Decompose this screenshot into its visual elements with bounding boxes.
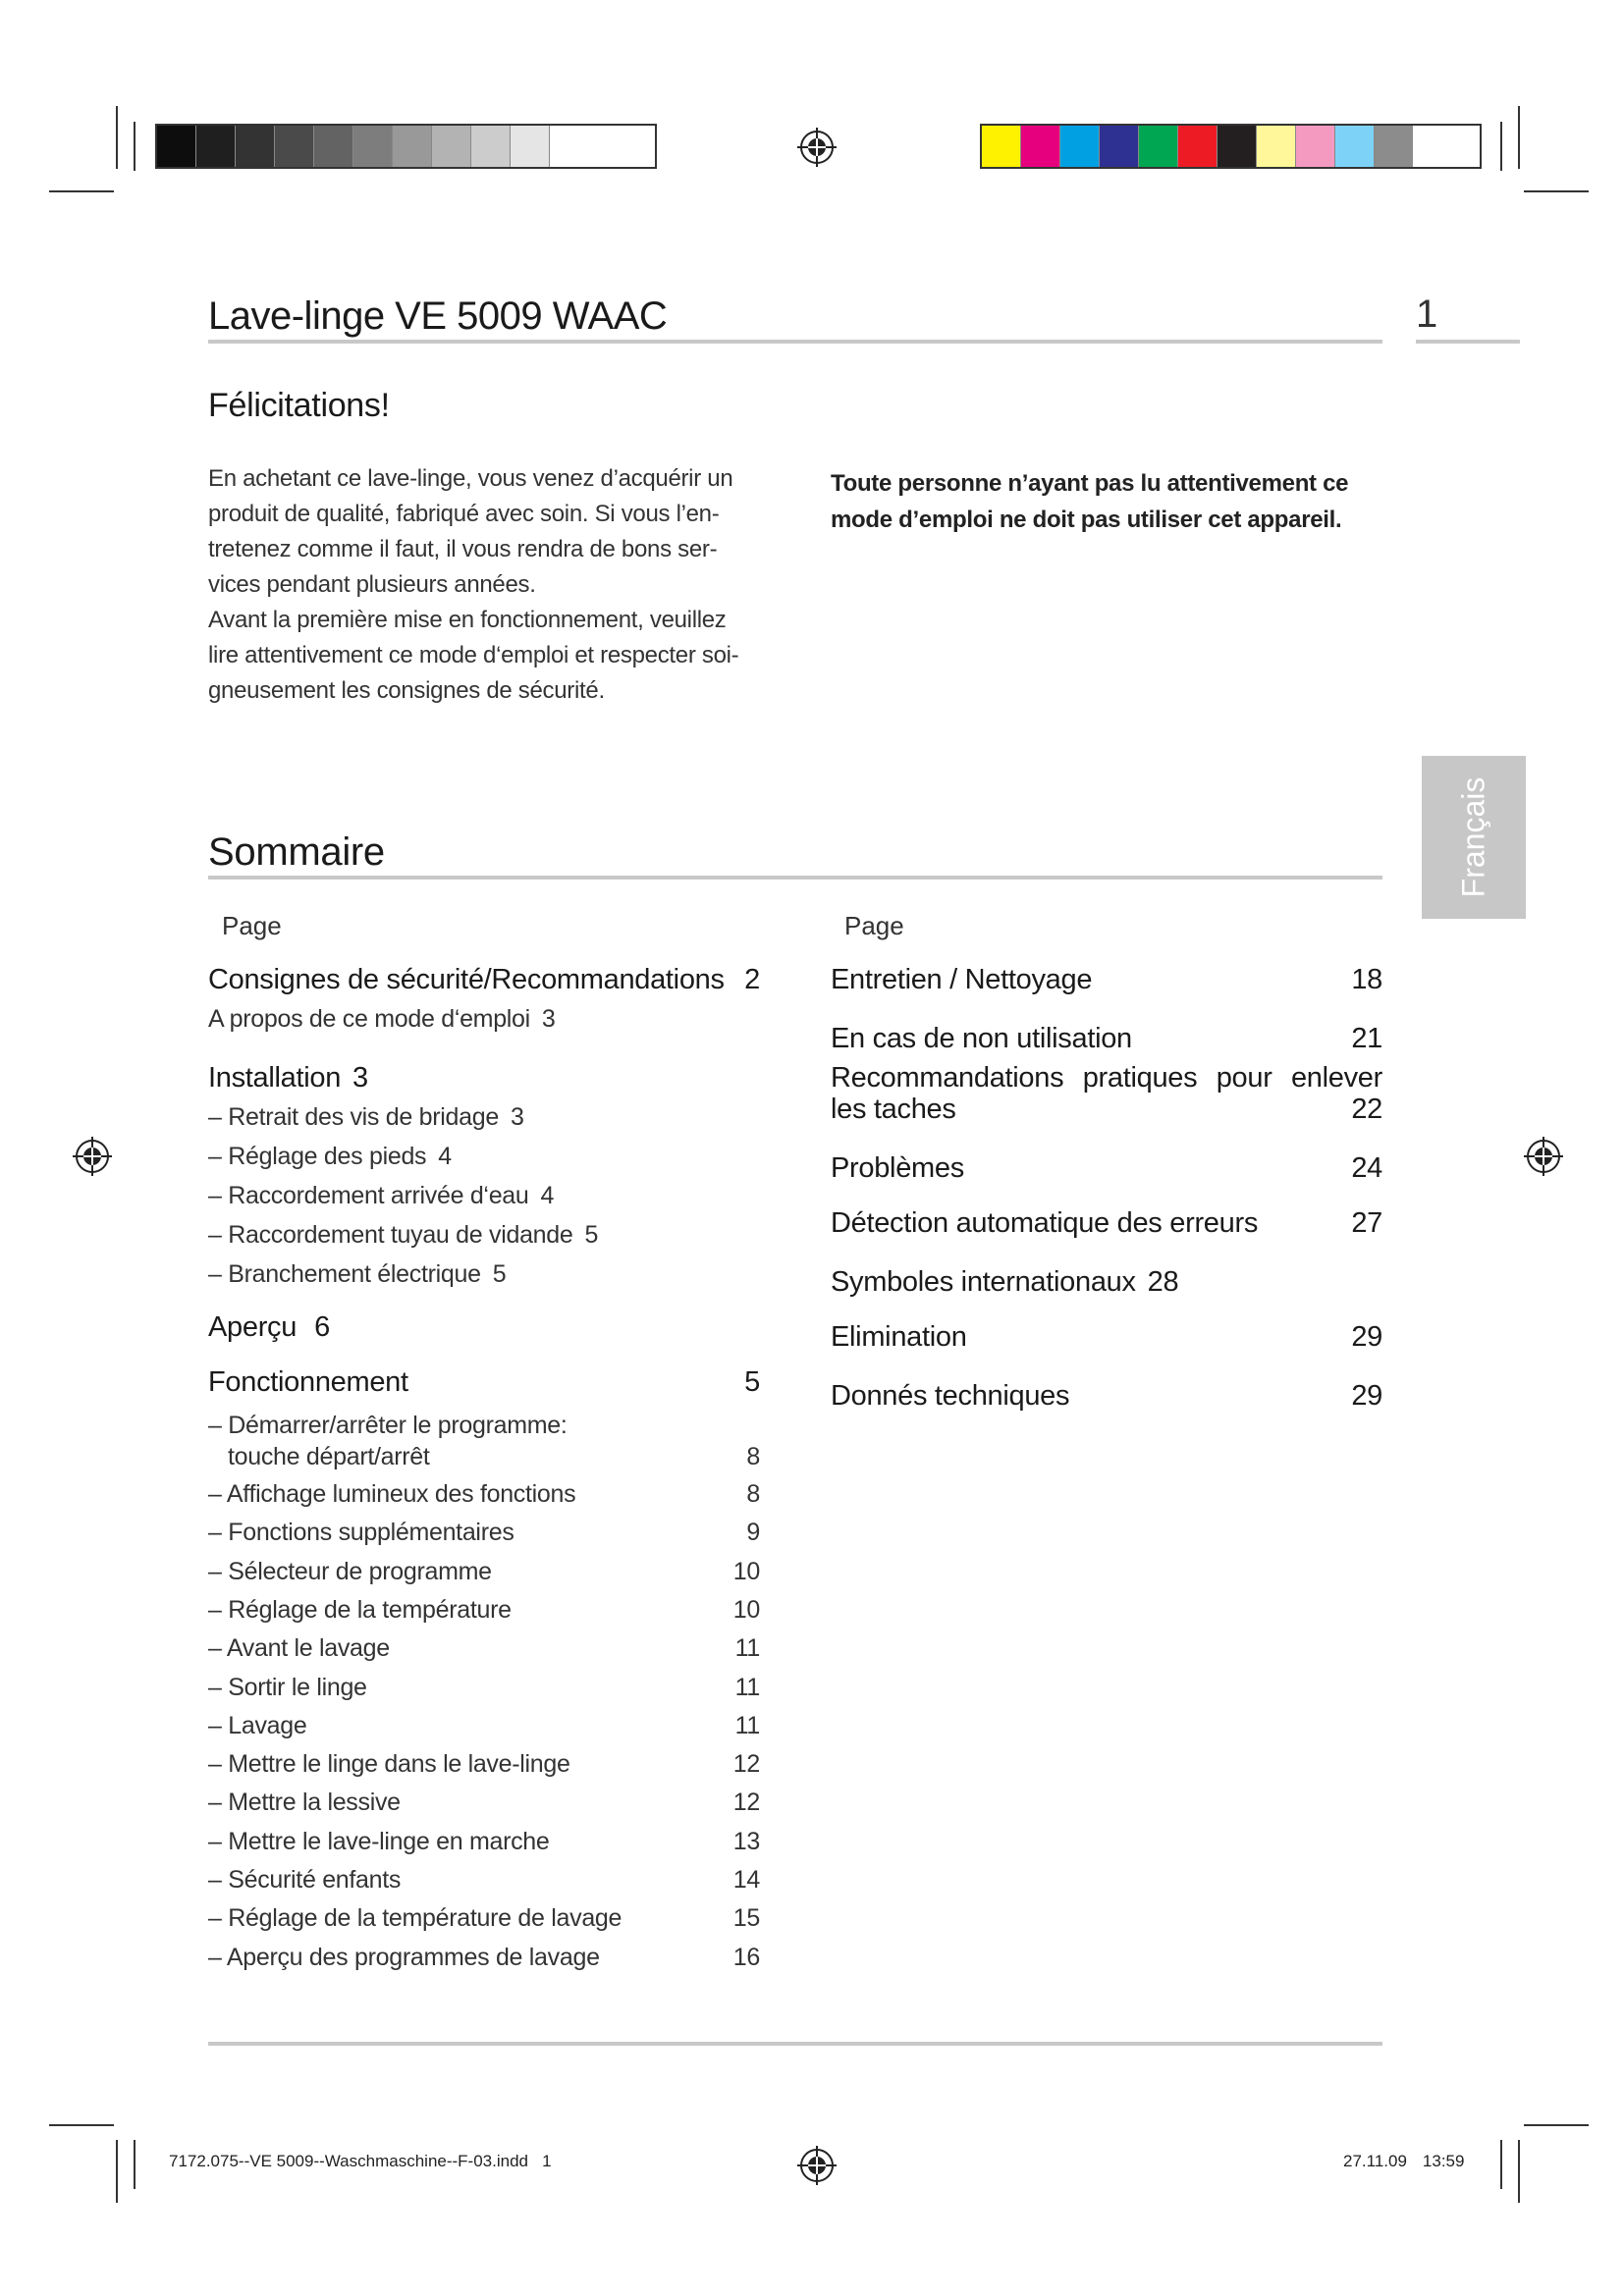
toc-subentry-page: 11	[734, 1634, 760, 1662]
grayscale-swatch	[550, 126, 588, 167]
toc-page-non-utilisation: 21	[1351, 1023, 1382, 1054]
page-number-rule	[1416, 340, 1520, 344]
toc-subentry-label: – Lavage	[208, 1712, 307, 1739]
toc-entry-symboles-label: Symboles internationaux	[831, 1266, 1136, 1298]
toc-heading: Sommaire	[208, 830, 385, 874]
toc-subentry-page: 3	[510, 1103, 524, 1131]
toc-subentry-page: 10	[732, 1596, 760, 1624]
toc-entry-non-utilisation: En cas de non utilisation	[831, 1023, 1132, 1054]
toc-subentry-page: 9	[746, 1519, 760, 1546]
toc-word: pratiques	[1082, 1062, 1198, 1094]
toc-entry-donnes: Donnés techniques	[831, 1380, 1070, 1412]
toc-entry-installation	[208, 1062, 368, 1095]
toc-subentry-page: 8	[746, 1480, 760, 1508]
process-color-bar	[980, 124, 1482, 169]
grayscale-swatch	[196, 126, 236, 167]
toc-subentry-page: 13	[732, 1828, 760, 1855]
intro-line: tretenez comme il faut, il vous rendra de bons ser-	[208, 536, 718, 562]
toc-subentry-page: 16	[732, 1944, 760, 1971]
toc-subentry-page: 4	[540, 1182, 555, 1209]
grayscale-swatch	[236, 126, 275, 167]
toc-entry-apercu-page: 6	[314, 1311, 330, 1343]
toc-subentry-page: 12	[732, 1750, 760, 1778]
congratulations-heading: Félicitations!	[208, 387, 390, 424]
grayscale-swatch	[157, 126, 196, 167]
intro-line: produit de qualité, fabriqué avec soin. Si vous l’en-	[208, 501, 720, 527]
bottom-rule	[208, 2042, 1382, 2046]
toc-page-elimination: 29	[1351, 1321, 1382, 1353]
toc-subentry-page: 15	[732, 1904, 760, 1932]
toc-entry-apropos	[208, 1005, 556, 1034]
toc-entry-installation-label: Installation	[208, 1062, 342, 1094]
intro-line: gneusement les consignes de sécurité.	[208, 677, 605, 704]
toc-word: pour	[1216, 1062, 1272, 1094]
crop-mark	[1524, 2124, 1589, 2126]
toc-entry-detection: Détection automatique des erreurs	[831, 1207, 1259, 1239]
toc-page-problemes: 24	[1351, 1152, 1382, 1184]
toc-subentry	[208, 1143, 452, 1171]
note-line: mode d’emploi ne doit pas utiliser cet appareil.	[831, 507, 1342, 533]
process-color-swatch	[1218, 126, 1257, 167]
toc-page-fonctionnement: 5	[744, 1366, 760, 1398]
toc-entry-apercu-label: Aperçu	[208, 1311, 298, 1343]
registration-mark-icon	[73, 1137, 112, 1176]
toc-subentry-label: – Réglage des pieds	[208, 1143, 427, 1170]
toc-subentry-page: 8	[746, 1443, 760, 1470]
process-color-swatch	[1021, 126, 1060, 167]
toc-subentry-label: – Raccordement arrivée d‘eau	[208, 1182, 529, 1209]
intro-line: Avant la première mise en fonctionnement, veuillez	[208, 607, 727, 633]
footer-time: 13:59	[1422, 2152, 1465, 2170]
toc-subentry-label: – Avant le lavage	[208, 1634, 390, 1662]
toc-subentry-page: 12	[732, 1789, 760, 1816]
language-tab-label: Français	[1455, 776, 1491, 898]
crop-mark	[1518, 106, 1520, 169]
toc-subentry-page: 10	[732, 1558, 760, 1585]
toc-entry-recommandations-cont: les taches	[831, 1094, 956, 1125]
toc-entry-installation-page: 3	[352, 1062, 368, 1094]
toc-subentry-page: 4	[438, 1143, 452, 1170]
toc-subentry-label: – Mettre le linge dans le lave-linge	[208, 1750, 570, 1778]
toc-page-consignes: 2	[744, 964, 760, 995]
language-tab	[1422, 756, 1526, 919]
toc-subentry-label: – Sécurité enfants	[208, 1866, 402, 1894]
crop-mark	[116, 106, 118, 169]
process-color-swatch	[1375, 126, 1413, 167]
toc-subentry-label: – Fonctions supplémentaires	[208, 1519, 514, 1546]
toc-word: Recommandations	[831, 1062, 1064, 1094]
crop-mark	[1518, 2140, 1520, 2203]
grayscale-swatch	[471, 126, 511, 167]
toc-subentry-page: 5	[492, 1260, 507, 1288]
grayscale-color-bar	[155, 124, 657, 169]
footer-date: 27.11.09	[1343, 2152, 1407, 2170]
toc-entry-symboles-page: 28	[1147, 1266, 1179, 1298]
toc-entry-symboles	[831, 1266, 1178, 1299]
toc-subentry-label: – Réglage de la température	[208, 1596, 512, 1624]
toc-subentry-label: – Retrait des vis de bridage	[208, 1103, 499, 1131]
toc-entry-problemes: Problèmes	[831, 1152, 964, 1184]
grayscale-swatch	[314, 126, 353, 167]
toc-entry-apercu	[208, 1311, 330, 1344]
toc-entry-fonctionnement: Fonctionnement	[208, 1366, 408, 1398]
toc-subentry-page: 5	[584, 1221, 599, 1249]
intro-line: lire attentivement ce mode d‘emploi et respecter soi-	[208, 642, 739, 668]
toc-page-recommandations: 22	[1351, 1094, 1382, 1125]
footer-filename: 7172.075--VE 5009--Waschmaschine--F-03.indd 1	[169, 2152, 552, 2170]
toc-subentry-page: 11	[734, 1674, 760, 1701]
registration-mark-icon	[797, 2146, 837, 2185]
toc-subentry-demarrer: – Démarrer/arrêter le programme:	[208, 1412, 568, 1439]
toc-subentry-label: – Sortir le linge	[208, 1674, 367, 1701]
toc-page-detection: 27	[1351, 1207, 1382, 1239]
toc-entry-entretien: Entretien / Nettoyage	[831, 964, 1093, 995]
safety-note	[831, 465, 1400, 538]
toc-subentry-label: – Réglage de la température de lavage	[208, 1904, 623, 1932]
toc-subentry	[208, 1260, 506, 1289]
toc-entry-apropos-page: 3	[541, 1005, 556, 1033]
toc-subentry-page: 11	[734, 1712, 760, 1739]
document-title: Lave-linge VE 5009 WAAC	[208, 294, 668, 338]
crop-mark	[1500, 122, 1502, 171]
toc-subentry-label: – Raccordement tuyau de vidande	[208, 1221, 573, 1249]
toc-subentry	[208, 1221, 598, 1250]
registration-mark-icon	[1524, 1137, 1563, 1176]
crop-mark	[116, 2140, 118, 2203]
toc-page-label-left: Page	[222, 911, 282, 940]
toc-subentry-label: – Mettre le lave-linge en marche	[208, 1828, 550, 1855]
grayscale-swatch	[275, 126, 314, 167]
process-color-swatch	[1257, 126, 1296, 167]
toc-subentry-page: 14	[732, 1866, 760, 1894]
toc-page-donnes: 29	[1351, 1380, 1382, 1412]
toc-word: enlever	[1290, 1062, 1382, 1094]
page-number: 1	[1416, 293, 1438, 336]
crop-mark	[1500, 2140, 1502, 2189]
note-line: Toute personne n’ayant pas lu attentivement ce	[831, 470, 1349, 497]
crop-mark	[134, 122, 135, 171]
toc-subentry-demarrer-cont: touche départ/arrêt	[228, 1443, 430, 1470]
process-color-swatch	[1139, 126, 1178, 167]
toc-entry-apropos-label: A propos de ce mode d‘emploi	[208, 1005, 530, 1033]
crop-mark	[1524, 190, 1589, 192]
crop-mark	[134, 2140, 135, 2189]
crop-mark	[49, 2124, 114, 2126]
registration-mark-icon	[797, 128, 837, 167]
toc-entry-elimination: Elimination	[831, 1321, 967, 1353]
title-rule	[208, 340, 1382, 344]
process-color-swatch	[1100, 126, 1139, 167]
process-color-swatch	[1060, 126, 1100, 167]
toc-subentry-label: – Aperçu des programmes de lavage	[208, 1944, 600, 1971]
toc-rule	[208, 876, 1382, 880]
toc-subentry-label: – Sélecteur de programme	[208, 1558, 492, 1585]
intro-line: vices pendant plusieurs années.	[208, 571, 536, 598]
crop-mark	[49, 190, 114, 192]
intro-line: En achetant ce lave-linge, vous venez d’acquérir un	[208, 465, 733, 492]
toc-entry-recommandations	[831, 1062, 1382, 1095]
toc-page-entretien: 18	[1351, 964, 1382, 995]
grayscale-swatch	[511, 126, 550, 167]
toc-subentry	[208, 1103, 524, 1132]
process-color-swatch	[982, 126, 1021, 167]
grayscale-swatch	[432, 126, 471, 167]
toc-page-label-right: Page	[844, 911, 904, 940]
toc-subentry-label: – Affichage lumineux des fonctions	[208, 1480, 576, 1508]
footer-timestamp	[1343, 2152, 1464, 2171]
toc-subentry-label: – Branchement électrique	[208, 1260, 481, 1288]
intro-paragraph	[208, 461, 778, 709]
toc-subentry	[208, 1182, 554, 1210]
toc-entry-consignes: Consignes de sécurité/Recommandations	[208, 964, 725, 995]
grayscale-swatch	[393, 126, 432, 167]
process-color-swatch	[1178, 126, 1218, 167]
toc-subentry-label: – Mettre la lessive	[208, 1789, 401, 1816]
process-color-swatch	[1296, 126, 1335, 167]
grayscale-swatch	[353, 126, 393, 167]
process-color-swatch	[1335, 126, 1375, 167]
